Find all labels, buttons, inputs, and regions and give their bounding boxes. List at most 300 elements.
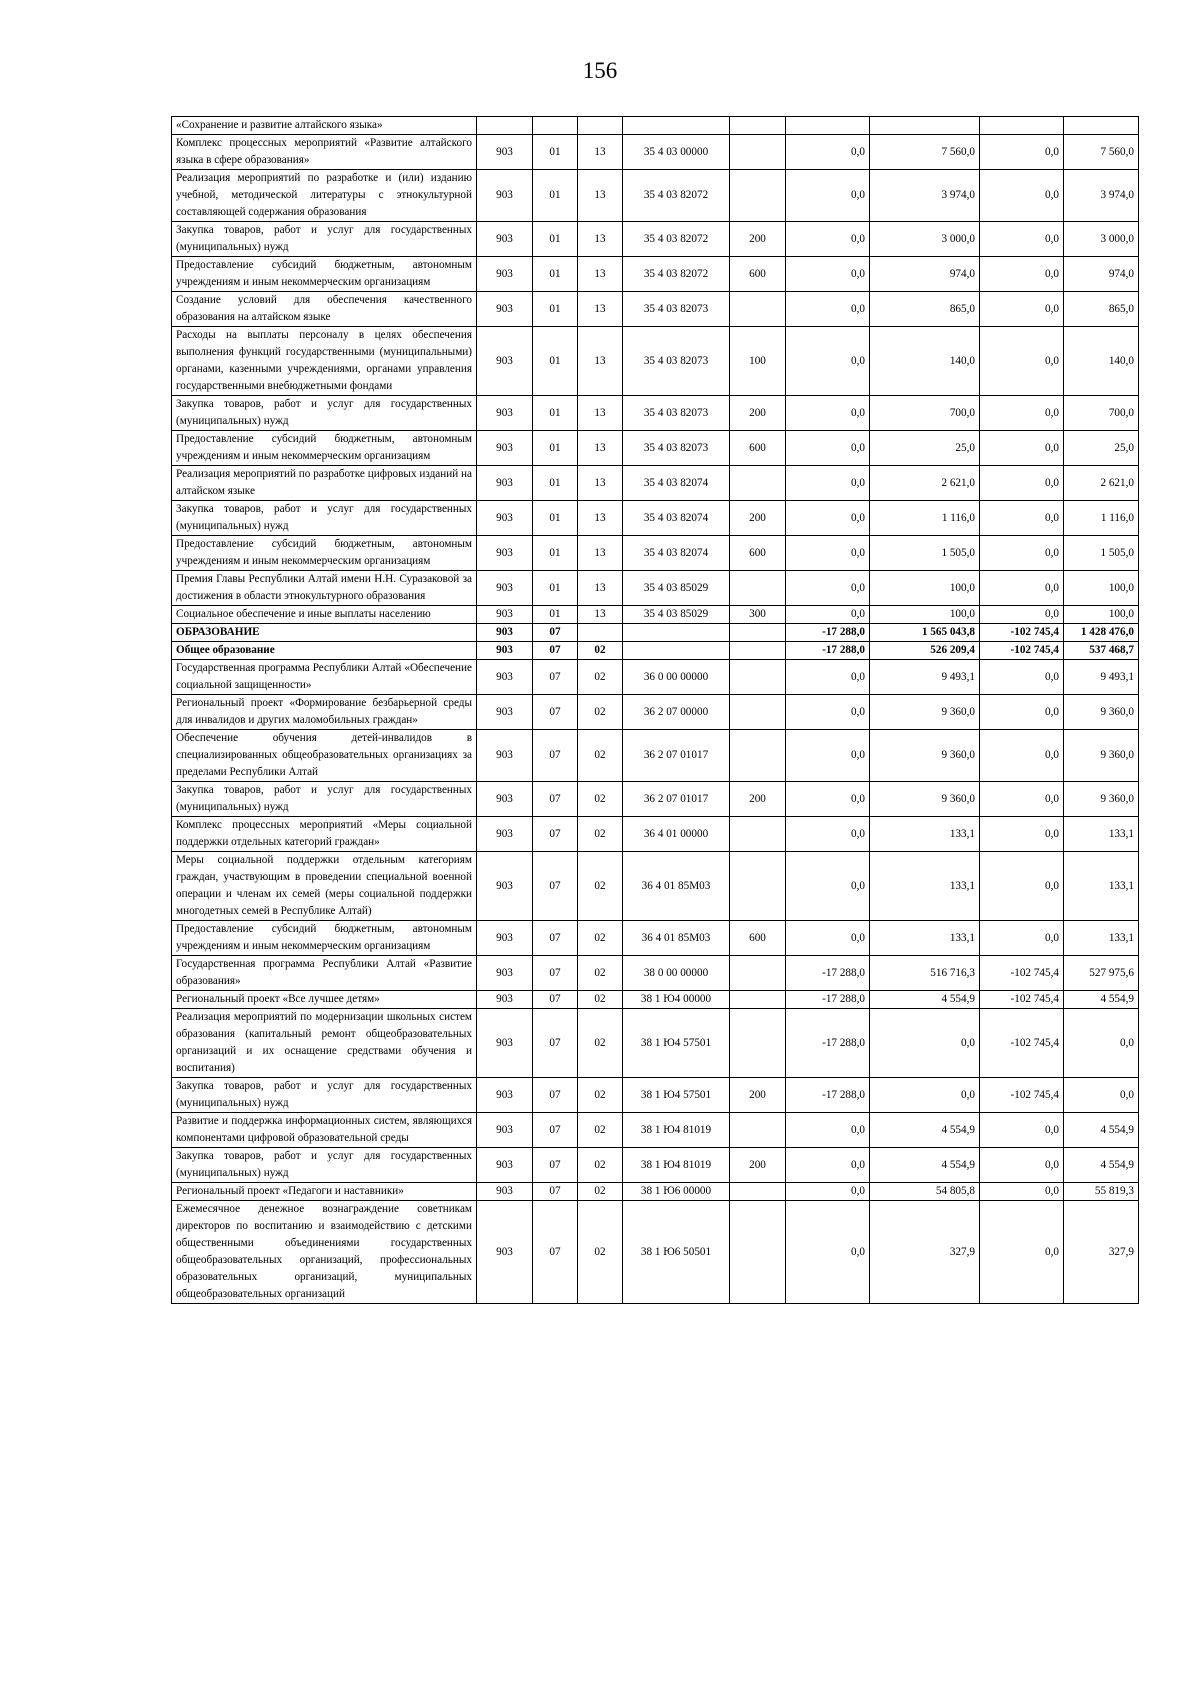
- amount-cell: 0,0: [980, 782, 1064, 817]
- name-cell: Реализация мероприятий по модернизации школьных систем образования (капитальный ремонт общеобразовательных организаций и их оснащение средствами обучения и воспитания): [172, 1009, 477, 1078]
- section-cell: 07: [533, 642, 578, 660]
- amount-cell: 974,0: [1064, 257, 1139, 292]
- amount-cell: 4 554,9: [870, 1148, 980, 1183]
- target-article-cell: 38 1 Ю4 81019: [623, 1113, 730, 1148]
- target-article-cell: 35 4 03 85029: [623, 606, 730, 624]
- name-cell: Закупка товаров, работ и услуг для государственных (муниципальных) нужд: [172, 782, 477, 817]
- expense-type-cell: 200: [730, 1078, 786, 1113]
- name-cell: Комплекс процессных мероприятий «Развитие алтайского языка в сфере образования»: [172, 135, 477, 170]
- section-cell: [533, 117, 578, 135]
- table-row: [172, 695, 1139, 730]
- amount-cell: 0,0: [786, 1201, 870, 1304]
- name-cell: Предоставление субсидий бюджетным, автономным учреждениям и иным некоммерческим организациям: [172, 921, 477, 956]
- table-row: [172, 730, 1139, 782]
- table-row: [172, 327, 1139, 396]
- admin-code-cell: 903: [477, 431, 533, 466]
- expense-type-cell: 200: [730, 501, 786, 536]
- table-row: [172, 606, 1139, 624]
- subsection-cell: 02: [578, 1113, 623, 1148]
- admin-code-cell: 903: [477, 606, 533, 624]
- amount-cell: 0,0: [980, 660, 1064, 695]
- subsection-cell: 02: [578, 730, 623, 782]
- target-article-cell: 35 4 03 82074: [623, 501, 730, 536]
- amount-cell: 7 560,0: [870, 135, 980, 170]
- expense-type-cell: 200: [730, 782, 786, 817]
- section-cell: 07: [533, 1148, 578, 1183]
- table-row: [172, 396, 1139, 431]
- amount-cell: 0,0: [980, 466, 1064, 501]
- amount-cell: 0,0: [980, 817, 1064, 852]
- amount-cell: 700,0: [870, 396, 980, 431]
- admin-code-cell: 903: [477, 466, 533, 501]
- subsection-cell: 13: [578, 222, 623, 257]
- expense-type-cell: [730, 991, 786, 1009]
- name-cell: Государственная программа Республики Алтай «Обеспечение социальной защищенности»: [172, 660, 477, 695]
- subsection-cell: 02: [578, 991, 623, 1009]
- section-cell: 01: [533, 466, 578, 501]
- expense-type-cell: [730, 117, 786, 135]
- target-article-cell: 36 4 01 85М03: [623, 921, 730, 956]
- expense-type-cell: [730, 817, 786, 852]
- name-cell: Закупка товаров, работ и услуг для государственных (муниципальных) нужд: [172, 501, 477, 536]
- section-cell: 01: [533, 536, 578, 571]
- section-cell: 07: [533, 817, 578, 852]
- admin-code-cell: [477, 117, 533, 135]
- amount-cell: 974,0: [870, 257, 980, 292]
- amount-cell: 2 621,0: [1064, 466, 1139, 501]
- amount-cell: 0,0: [980, 431, 1064, 466]
- expense-type-cell: 600: [730, 921, 786, 956]
- name-cell: Реализация мероприятий по разработке и (или) изданию учебной, методической литературы с этнокультурной составляющей содержания образования: [172, 170, 477, 222]
- section-cell: 07: [533, 956, 578, 991]
- name-cell: Предоставление субсидий бюджетным, автономным учреждениям и иным некоммерческим организациям: [172, 431, 477, 466]
- expense-type-cell: [730, 292, 786, 327]
- subsection-cell: 13: [578, 536, 623, 571]
- amount-cell: 100,0: [870, 606, 980, 624]
- subsection-cell: 02: [578, 1148, 623, 1183]
- section-cell: 07: [533, 1009, 578, 1078]
- amount-cell: 4 554,9: [1064, 1113, 1139, 1148]
- name-cell: Региональный проект «Все лучшее детям»: [172, 991, 477, 1009]
- admin-code-cell: 903: [477, 991, 533, 1009]
- subsection-cell: 02: [578, 1078, 623, 1113]
- admin-code-cell: 903: [477, 730, 533, 782]
- amount-cell: 0,0: [980, 135, 1064, 170]
- amount-cell: 0,0: [786, 466, 870, 501]
- amount-cell: 0,0: [980, 536, 1064, 571]
- target-article-cell: 35 4 03 82073: [623, 431, 730, 466]
- amount-cell: 2 621,0: [870, 466, 980, 501]
- amount-cell: 100,0: [1064, 606, 1139, 624]
- amount-cell: 133,1: [1064, 852, 1139, 921]
- amount-cell: 7 560,0: [1064, 135, 1139, 170]
- name-cell: Предоставление субсидий бюджетным, автономным учреждениям и иным некоммерческим организациям: [172, 536, 477, 571]
- amount-cell: 700,0: [1064, 396, 1139, 431]
- target-article-cell: 35 4 03 82074: [623, 466, 730, 501]
- subsection-cell: 02: [578, 852, 623, 921]
- expense-type-cell: [730, 571, 786, 606]
- name-cell: Общее образование: [172, 642, 477, 660]
- section-cell: 07: [533, 695, 578, 730]
- target-article-cell: 36 0 00 00000: [623, 660, 730, 695]
- subsection-cell: 13: [578, 501, 623, 536]
- amount-cell: 0,0: [786, 327, 870, 396]
- amount-cell: 0,0: [870, 1078, 980, 1113]
- table-row: [172, 817, 1139, 852]
- amount-cell: 133,1: [870, 921, 980, 956]
- subsection-cell: 13: [578, 327, 623, 396]
- admin-code-cell: 903: [477, 1201, 533, 1304]
- section-cell: 07: [533, 660, 578, 695]
- target-article-cell: 38 1 Ю4 00000: [623, 991, 730, 1009]
- admin-code-cell: 903: [477, 642, 533, 660]
- subsection-cell: 13: [578, 606, 623, 624]
- expense-type-cell: [730, 642, 786, 660]
- target-article-cell: 35 4 03 82073: [623, 396, 730, 431]
- name-cell: Закупка товаров, работ и услуг для государственных (муниципальных) нужд: [172, 1078, 477, 1113]
- admin-code-cell: 903: [477, 1113, 533, 1148]
- amount-cell: 0,0: [786, 222, 870, 257]
- section-cell: 07: [533, 991, 578, 1009]
- amount-cell: 327,9: [1064, 1201, 1139, 1304]
- amount-cell: 0,0: [1064, 1078, 1139, 1113]
- name-cell: ОБРАЗОВАНИЕ: [172, 624, 477, 642]
- amount-cell: 865,0: [870, 292, 980, 327]
- subsection-cell: 13: [578, 170, 623, 222]
- amount-cell: -102 745,4: [980, 642, 1064, 660]
- name-cell: Региональный проект «Формирование безбарьерной среды для инвалидов и других маломобильных граждан»: [172, 695, 477, 730]
- expense-type-cell: [730, 1183, 786, 1201]
- amount-cell: 9 360,0: [870, 695, 980, 730]
- amount-cell: 3 974,0: [870, 170, 980, 222]
- amount-cell: 9 360,0: [870, 730, 980, 782]
- expense-type-cell: 200: [730, 1148, 786, 1183]
- amount-cell: 0,0: [1064, 1009, 1139, 1078]
- amount-cell: 0,0: [980, 1183, 1064, 1201]
- amount-cell: 0,0: [786, 606, 870, 624]
- expense-type-cell: 200: [730, 222, 786, 257]
- table-row: [172, 1009, 1139, 1078]
- name-cell: Обеспечение обучения детей-инвалидов в специализированных общеобразовательных организациях за пределами Республики Алтай: [172, 730, 477, 782]
- section-cell: 01: [533, 257, 578, 292]
- amount-cell: 0,0: [980, 396, 1064, 431]
- section-cell: 01: [533, 501, 578, 536]
- table-row: [172, 1078, 1139, 1113]
- amount-cell: [1064, 117, 1139, 135]
- target-article-cell: 38 1 Ю4 57501: [623, 1009, 730, 1078]
- amount-cell: 25,0: [1064, 431, 1139, 466]
- target-article-cell: 38 1 Ю6 50501: [623, 1201, 730, 1304]
- admin-code-cell: 903: [477, 396, 533, 431]
- amount-cell: 0,0: [786, 501, 870, 536]
- amount-cell: 4 554,9: [1064, 991, 1139, 1009]
- amount-cell: 0,0: [786, 695, 870, 730]
- amount-cell: -102 745,4: [980, 956, 1064, 991]
- admin-code-cell: 903: [477, 135, 533, 170]
- amount-cell: -102 745,4: [980, 1009, 1064, 1078]
- subsection-cell: 02: [578, 1009, 623, 1078]
- amount-cell: 0,0: [980, 170, 1064, 222]
- table-row: [172, 956, 1139, 991]
- admin-code-cell: 903: [477, 817, 533, 852]
- admin-code-cell: 903: [477, 852, 533, 921]
- name-cell: Государственная программа Республики Алтай «Развитие образования»: [172, 956, 477, 991]
- amount-cell: -102 745,4: [980, 1078, 1064, 1113]
- section-cell: 01: [533, 431, 578, 466]
- subsection-cell: 02: [578, 921, 623, 956]
- admin-code-cell: 903: [477, 1078, 533, 1113]
- target-article-cell: 35 4 03 82073: [623, 292, 730, 327]
- target-article-cell: 35 4 03 82072: [623, 170, 730, 222]
- section-cell: 01: [533, 327, 578, 396]
- amount-cell: 0,0: [786, 135, 870, 170]
- amount-cell: 0,0: [786, 1113, 870, 1148]
- budget-table: [171, 116, 1139, 1304]
- amount-cell: 0,0: [980, 695, 1064, 730]
- amount-cell: 0,0: [786, 571, 870, 606]
- amount-cell: 100,0: [1064, 571, 1139, 606]
- target-article-cell: 36 4 01 85М03: [623, 852, 730, 921]
- section-cell: 07: [533, 730, 578, 782]
- admin-code-cell: 903: [477, 257, 533, 292]
- name-cell: Комплекс процессных мероприятий «Меры социальной поддержки отдельных категорий граждан»: [172, 817, 477, 852]
- table-row: [172, 536, 1139, 571]
- amount-cell: 0,0: [980, 571, 1064, 606]
- target-article-cell: 35 4 03 82072: [623, 257, 730, 292]
- table-row: [172, 921, 1139, 956]
- amount-cell: 9 360,0: [870, 782, 980, 817]
- amount-cell: [980, 117, 1064, 135]
- table-body: [172, 117, 1139, 1304]
- target-article-cell: [623, 117, 730, 135]
- name-cell: Региональный проект «Педагоги и наставники»: [172, 1183, 477, 1201]
- table-row: [172, 257, 1139, 292]
- table-row: [172, 571, 1139, 606]
- table-row: [172, 117, 1139, 135]
- section-cell: 07: [533, 1183, 578, 1201]
- table-row: [172, 466, 1139, 501]
- amount-cell: 0,0: [980, 327, 1064, 396]
- amount-cell: 0,0: [786, 817, 870, 852]
- name-cell: Расходы на выплаты персоналу в целях обеспечения выполнения функций государственными (муниципальными) органами, казенными учреждениями, органами управления государственными внебюджетными фондами: [172, 327, 477, 396]
- amount-cell: 4 554,9: [1064, 1148, 1139, 1183]
- subsection-cell: 13: [578, 257, 623, 292]
- amount-cell: 0,0: [786, 170, 870, 222]
- admin-code-cell: 903: [477, 571, 533, 606]
- amount-cell: -17 288,0: [786, 956, 870, 991]
- admin-code-cell: 903: [477, 327, 533, 396]
- amount-cell: 100,0: [870, 571, 980, 606]
- target-article-cell: 35 4 03 82072: [623, 222, 730, 257]
- amount-cell: 9 493,1: [870, 660, 980, 695]
- target-article-cell: 36 2 07 01017: [623, 782, 730, 817]
- amount-cell: 0,0: [980, 1113, 1064, 1148]
- amount-cell: 327,9: [870, 1201, 980, 1304]
- page-number: 156: [582, 58, 618, 83]
- target-article-cell: 38 0 00 00000: [623, 956, 730, 991]
- admin-code-cell: 903: [477, 624, 533, 642]
- amount-cell: 25,0: [870, 431, 980, 466]
- amount-cell: 0,0: [786, 431, 870, 466]
- subsection-cell: 13: [578, 396, 623, 431]
- section-cell: 07: [533, 624, 578, 642]
- amount-cell: 865,0: [1064, 292, 1139, 327]
- table-row: [172, 1201, 1139, 1304]
- amount-cell: 133,1: [1064, 921, 1139, 956]
- subsection-cell: [578, 624, 623, 642]
- amount-cell: 0,0: [980, 852, 1064, 921]
- target-article-cell: 35 4 03 85029: [623, 571, 730, 606]
- admin-code-cell: 903: [477, 695, 533, 730]
- admin-code-cell: 903: [477, 1183, 533, 1201]
- expense-type-cell: [730, 135, 786, 170]
- amount-cell: [786, 117, 870, 135]
- table-row: [172, 135, 1139, 170]
- amount-cell: 1 505,0: [1064, 536, 1139, 571]
- admin-code-cell: 903: [477, 956, 533, 991]
- amount-cell: -17 288,0: [786, 1009, 870, 1078]
- admin-code-cell: 903: [477, 1009, 533, 1078]
- expense-type-cell: [730, 730, 786, 782]
- amount-cell: 0,0: [786, 292, 870, 327]
- subsection-cell: 13: [578, 466, 623, 501]
- admin-code-cell: 903: [477, 536, 533, 571]
- name-cell: Социальное обеспечение и иные выплаты населению: [172, 606, 477, 624]
- target-article-cell: 38 1 Ю4 81019: [623, 1148, 730, 1183]
- subsection-cell: 02: [578, 660, 623, 695]
- table-row: [172, 1113, 1139, 1148]
- expense-type-cell: 100: [730, 327, 786, 396]
- admin-code-cell: 903: [477, 921, 533, 956]
- amount-cell: 0,0: [786, 730, 870, 782]
- amount-cell: 9 360,0: [1064, 782, 1139, 817]
- subsection-cell: 13: [578, 431, 623, 466]
- subsection-cell: 02: [578, 695, 623, 730]
- name-cell: Создание условий для обеспечения качественного образования на алтайском языке: [172, 292, 477, 327]
- amount-cell: 3 974,0: [1064, 170, 1139, 222]
- amount-cell: -102 745,4: [980, 624, 1064, 642]
- amount-cell: 133,1: [1064, 817, 1139, 852]
- table-row: [172, 501, 1139, 536]
- name-cell: Ежемесячное денежное вознаграждение советникам директоров по воспитанию и взаимодействию с детскими общественными объединениями государственных общеобразовательных организаций, профессиональных образовательных организаций, муниципальных общеобразовательных организаций: [172, 1201, 477, 1304]
- expense-type-cell: [730, 170, 786, 222]
- subsection-cell: 02: [578, 956, 623, 991]
- amount-cell: 133,1: [870, 817, 980, 852]
- amount-cell: -17 288,0: [786, 642, 870, 660]
- name-cell: Предоставление субсидий бюджетным, автономным учреждениям и иным некоммерческим организациям: [172, 257, 477, 292]
- expense-type-cell: 600: [730, 431, 786, 466]
- expense-type-cell: 200: [730, 396, 786, 431]
- subsection-cell: [578, 117, 623, 135]
- section-cell: 01: [533, 396, 578, 431]
- amount-cell: 0,0: [786, 1148, 870, 1183]
- amount-cell: 0,0: [980, 501, 1064, 536]
- subsection-cell: 02: [578, 817, 623, 852]
- section-cell: 01: [533, 571, 578, 606]
- admin-code-cell: 903: [477, 660, 533, 695]
- table-row: [172, 624, 1139, 642]
- amount-cell: 3 000,0: [1064, 222, 1139, 257]
- expense-type-cell: [730, 956, 786, 991]
- amount-cell: 0,0: [980, 292, 1064, 327]
- target-article-cell: 36 4 01 00000: [623, 817, 730, 852]
- table-row: [172, 1183, 1139, 1201]
- expense-type-cell: [730, 624, 786, 642]
- target-article-cell: 38 1 Ю4 57501: [623, 1078, 730, 1113]
- admin-code-cell: 903: [477, 222, 533, 257]
- section-cell: 07: [533, 921, 578, 956]
- section-cell: 01: [533, 606, 578, 624]
- target-article-cell: 38 1 Ю6 00000: [623, 1183, 730, 1201]
- amount-cell: 526 209,4: [870, 642, 980, 660]
- expense-type-cell: [730, 1009, 786, 1078]
- name-cell: Меры социальной поддержки отдельным категориям граждан, участвующим в проведении специальной военной операции и членам их семей (меры социальной поддержки многодетных семей в Республике Алтай): [172, 852, 477, 921]
- expense-type-cell: [730, 1201, 786, 1304]
- expense-type-cell: [730, 852, 786, 921]
- amount-cell: 0,0: [786, 921, 870, 956]
- section-cell: 01: [533, 292, 578, 327]
- section-cell: 01: [533, 135, 578, 170]
- amount-cell: 4 554,9: [870, 1113, 980, 1148]
- section-cell: 01: [533, 170, 578, 222]
- name-cell: Развитие и поддержка информационных систем, являющихся компонентами цифровой образовательной среды: [172, 1113, 477, 1148]
- target-article-cell: 35 4 03 00000: [623, 135, 730, 170]
- subsection-cell: 02: [578, 1183, 623, 1201]
- amount-cell: 55 819,3: [1064, 1183, 1139, 1201]
- amount-cell: 0,0: [786, 660, 870, 695]
- admin-code-cell: 903: [477, 501, 533, 536]
- target-article-cell: 36 2 07 01017: [623, 730, 730, 782]
- subsection-cell: 13: [578, 292, 623, 327]
- subsection-cell: 02: [578, 782, 623, 817]
- target-article-cell: [623, 624, 730, 642]
- name-cell: Реализация мероприятий по разработке цифровых изданий на алтайском языке: [172, 466, 477, 501]
- table-row: [172, 222, 1139, 257]
- amount-cell: 516 716,3: [870, 956, 980, 991]
- expense-type-cell: [730, 660, 786, 695]
- amount-cell: 0,0: [980, 257, 1064, 292]
- section-cell: 07: [533, 1201, 578, 1304]
- expense-type-cell: 600: [730, 257, 786, 292]
- amount-cell: 1 428 476,0: [1064, 624, 1139, 642]
- subsection-cell: 13: [578, 571, 623, 606]
- table-row: [172, 1148, 1139, 1183]
- amount-cell: 0,0: [786, 1183, 870, 1201]
- amount-cell: 0,0: [786, 852, 870, 921]
- amount-cell: 140,0: [870, 327, 980, 396]
- amount-cell: 0,0: [980, 222, 1064, 257]
- section-cell: 07: [533, 782, 578, 817]
- admin-code-cell: 903: [477, 782, 533, 817]
- amount-cell: 0,0: [870, 1009, 980, 1078]
- table-row: [172, 852, 1139, 921]
- subsection-cell: 02: [578, 1201, 623, 1304]
- section-cell: 07: [533, 852, 578, 921]
- target-article-cell: 36 2 07 00000: [623, 695, 730, 730]
- expense-type-cell: [730, 466, 786, 501]
- name-cell: Закупка товаров, работ и услуг для государственных (муниципальных) нужд: [172, 222, 477, 257]
- amount-cell: 0,0: [980, 1201, 1064, 1304]
- amount-cell: -17 288,0: [786, 991, 870, 1009]
- name-cell: Закупка товаров, работ и услуг для государственных (муниципальных) нужд: [172, 396, 477, 431]
- amount-cell: -17 288,0: [786, 1078, 870, 1113]
- subsection-cell: 13: [578, 135, 623, 170]
- amount-cell: 140,0: [1064, 327, 1139, 396]
- table-row: [172, 642, 1139, 660]
- amount-cell: 133,1: [870, 852, 980, 921]
- table-row: [172, 292, 1139, 327]
- amount-cell: 1 116,0: [1064, 501, 1139, 536]
